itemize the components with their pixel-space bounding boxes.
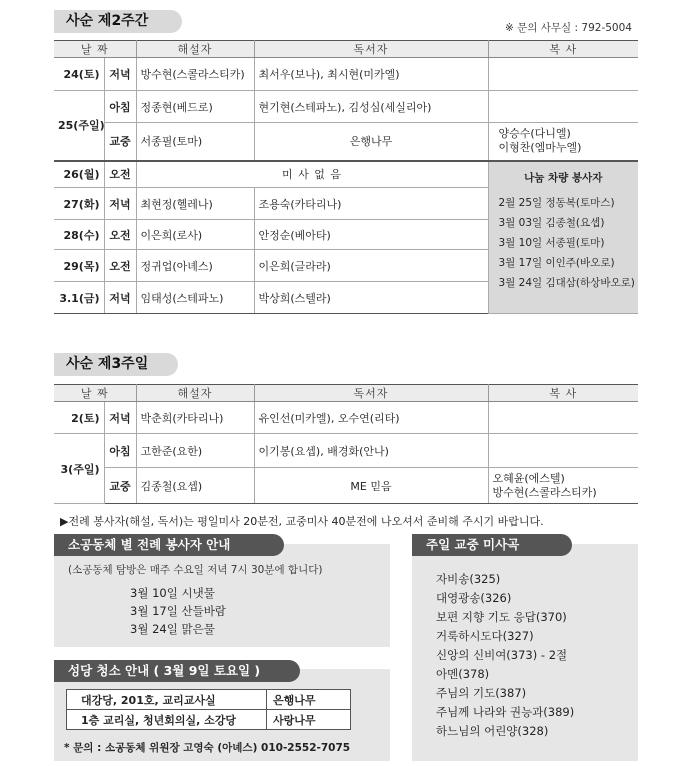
time-cell: 오전 (104, 250, 136, 282)
hymn-item: 아멘(378) (436, 667, 490, 681)
date-cell: 29(목) (54, 250, 104, 282)
cleaning-group: 사랑나무 (267, 710, 351, 730)
reader-cell: 현기현(스테파노), 김성심(세실리아) (254, 91, 488, 123)
community-item: 3월 24일 맑은물 (130, 622, 215, 636)
commentator-cell: 이은희(로사) (136, 220, 254, 250)
time-cell: 아침 (104, 91, 136, 123)
header-reader: 독서자 (254, 41, 488, 58)
reader-cell: 안정순(베아타) (254, 220, 488, 250)
server-cell: 오혜윤(에스텔) 방수현(스콜라스티카) (488, 468, 638, 504)
office-contact: ※ 문의 사무실 : 792-5004 (505, 22, 632, 34)
volunteer-panel (488, 161, 638, 314)
cleaning-group: 은행나무 (267, 690, 351, 710)
community-subtitle: (소공동체 탐방은 매주 수요일 저녁 7시 30분에 합니다) (68, 564, 323, 576)
table-row (54, 402, 638, 434)
time-cell: 저녁 (104, 402, 136, 434)
week3-schedule-table (54, 384, 638, 504)
hymns-title: 주일 교중 미사곡 (412, 534, 572, 556)
header-date: 날 짜 (54, 385, 136, 402)
commentator-cell: 정종현(베드로) (136, 91, 254, 123)
commentator-cell: 박춘희(카타리나) (136, 402, 254, 434)
time-cell: 오전 (104, 161, 136, 188)
commentator-cell: 고한준(요한) (136, 434, 254, 468)
hymn-item: 거룩하시도다(327) (436, 629, 534, 643)
time-cell: 저녁 (104, 282, 136, 314)
header-commentator: 해설자 (136, 41, 254, 58)
date-cell: 28(수) (54, 220, 104, 250)
date-cell: 24(토) (54, 58, 104, 91)
date-cell: 27(화) (54, 188, 104, 220)
date-cell: 3(주일) (54, 434, 104, 504)
date-cell: 2(토) (54, 402, 104, 434)
community-item: 3월 17일 산들바람 (130, 604, 226, 618)
community-box (54, 544, 390, 647)
reader-cell: 최서우(보나), 최시현(미카엘) (254, 58, 488, 91)
table-row (54, 91, 638, 123)
server-cell (488, 434, 638, 468)
community-item: 3월 10일 시냇물 (130, 586, 215, 600)
hymns-list (436, 570, 574, 741)
time-cell: 오전 (104, 220, 136, 250)
reader-cell: 은행나무 (254, 123, 488, 161)
server-cell: 양승수(다니엘) 이형찬(엠마누엘) (488, 123, 638, 161)
volunteer-item: 3월 24일 김대삼(하상바오로) (498, 276, 635, 289)
week2-title: 사순 제2주간 (54, 10, 182, 33)
commentator-cell: 서종필(토마) (136, 123, 254, 161)
time-cell: 아침 (104, 434, 136, 468)
reader-cell: 이은희(글라라) (254, 250, 488, 282)
reader-cell: 조용숙(카타리나) (254, 188, 488, 220)
hymn-item: 자비송(325) (436, 572, 501, 586)
hymn-item: 신앙의 신비여(373) - 2절 (436, 648, 568, 662)
date-cell: 25(주일) (54, 91, 104, 161)
server-cell (488, 58, 638, 91)
volunteer-item: 3월 03일 김종철(요셉) (498, 216, 605, 229)
volunteer-item: 3월 17일 이인주(바오로) (498, 256, 615, 269)
cleaning-table (66, 689, 351, 730)
volunteer-item: 2월 25일 정동복(토마스) (498, 196, 615, 209)
table-row (67, 690, 351, 710)
time-cell: 교중 (104, 123, 136, 161)
commentator-cell: 임태성(스테파노) (136, 282, 254, 314)
volunteer-item: 3월 10일 서종필(토마) (498, 236, 605, 249)
header-server: 복 사 (488, 385, 638, 402)
table-row (54, 123, 638, 161)
cleaning-contact: * 문의 : 소공동체 위원장 고영숙 (아녜스) 010-2552-7075 (64, 742, 351, 754)
reader-cell: ME 믿음 (254, 468, 488, 504)
no-mass-cell: 미 사 없 음 (136, 161, 488, 188)
hymn-item: 주님께 나라와 권능과(389) (436, 705, 575, 719)
time-cell: 저녁 (104, 58, 136, 91)
reader-cell: 이기봉(요셉), 배경화(안나) (254, 434, 488, 468)
server-cell (488, 402, 638, 434)
cleaning-place: 대강당, 201호, 교리교사실 (67, 690, 267, 710)
hymn-item: 보편 지향 기도 응답(370) (436, 610, 567, 624)
table-row (54, 468, 638, 504)
reader-cell: 박상희(스텔라) (254, 282, 488, 314)
cleaning-title: 성당 청소 안내 ( 3월 9일 토요일 ) (54, 660, 300, 682)
volunteer-note: ▶전례 봉사자(해설, 독서)는 평일미사 20분전, 교중미사 40분전에 나오셔서 준비해 주시기 바랍니다. (60, 515, 544, 528)
server-cell (488, 91, 638, 123)
time-cell: 교중 (104, 468, 136, 504)
hymn-item: 주님의 기도(387) (436, 686, 527, 700)
hymn-item: 하느님의 어린양(328) (436, 724, 549, 738)
table-row (54, 58, 638, 91)
commentator-cell: 방수현(스콜라스티카) (136, 58, 254, 91)
date-cell: 26(월) (54, 161, 104, 188)
table-row (67, 710, 351, 730)
week2-schedule-table (54, 40, 638, 314)
header-server: 복 사 (488, 41, 638, 58)
date-cell: 3.1(금) (54, 282, 104, 314)
commentator-cell: 최현정(헬레나) (136, 188, 254, 220)
commentator-cell: 정귀업(아녜스) (136, 250, 254, 282)
table-row (54, 434, 638, 468)
header-date: 날 짜 (54, 41, 136, 58)
header-reader: 독서자 (254, 385, 488, 402)
volunteer-title: 나눔 차량 봉사자 (524, 171, 603, 184)
header-commentator: 해설자 (136, 385, 254, 402)
commentator-cell: 김종철(요셉) (136, 468, 254, 504)
week3-title: 사순 제3주일 (54, 353, 178, 376)
hymn-item: 대영광송(326) (436, 591, 512, 605)
community-title: 소공동체 별 전례 봉사자 안내 (54, 534, 284, 556)
cleaning-place: 1층 교리실, 청년회의실, 소강당 (67, 710, 267, 730)
time-cell: 저녁 (104, 188, 136, 220)
reader-cell: 유인선(미카엘), 오수연(리타) (254, 402, 488, 434)
table-row (54, 161, 638, 188)
